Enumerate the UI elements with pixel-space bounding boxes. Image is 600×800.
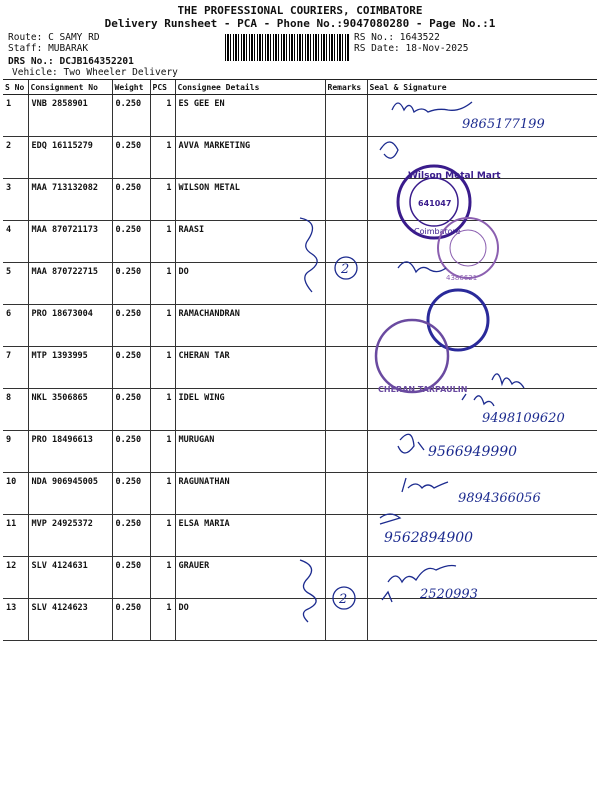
cell-consignee: RAMACHANDRAN [175,305,325,347]
table-row [3,347,597,389]
cell-remarks [325,95,367,137]
col-consignment: Consignment No [28,80,112,95]
cell-weight: 0.250 [112,137,150,179]
cell-consignee: CHERAN TAR [175,347,325,389]
cell-weight: 0.250 [112,179,150,221]
cell-remarks [325,557,367,599]
table-row [3,431,597,473]
cell-pcs: 1 [150,431,175,473]
cell-sno: 2 [3,137,28,179]
table-row [3,557,597,599]
cell-remarks [325,389,367,431]
cell-pcs: 1 [150,137,175,179]
cell-weight: 0.250 [112,515,150,557]
cell-sno: 13 [3,599,28,641]
rs-no-value: 1643522 [399,32,440,43]
cell-remarks [325,515,367,557]
cell-sno: 9 [3,431,28,473]
staff-field [8,43,88,54]
rs-no-label: RS No.: [354,32,395,43]
phone-row12: 2520993 [420,587,478,602]
cell-consignee: AVVA MARKETING [175,137,325,179]
cell-consignment: MAA 870721173 [28,221,112,263]
cell-consignment: MTP 1393995 [28,347,112,389]
cell-consignee: GRAUER [175,557,325,599]
cell-weight: 0.250 [112,305,150,347]
rs-no-field [354,32,440,43]
cell-remarks [325,473,367,515]
col-pcs: PCS [150,80,175,95]
phone-row10: 9894366056 [458,491,541,506]
raasi-stamp-number: 4386621 [446,274,478,282]
cell-sno: 10 [3,473,28,515]
cell-consignee: RAASI [175,221,325,263]
table-row [3,137,597,179]
staff-value: MUBARAK [48,43,89,54]
cell-sno: 11 [3,515,28,557]
drs-field [8,56,134,67]
cell-pcs: 1 [150,389,175,431]
table-row [3,473,597,515]
cell-pcs: 1 [150,179,175,221]
drs-label: DRS No.: [8,56,54,67]
cell-sno: 5 [3,263,28,305]
table-row [3,263,597,305]
cell-sno: 7 [3,347,28,389]
table-row [3,515,597,557]
rs-date-value: 18-Nov-2025 [405,43,469,54]
cell-remarks [325,431,367,473]
cell-seal [367,137,597,179]
cell-consignee: DO [175,263,325,305]
cell-pcs: 1 [150,599,175,641]
cell-consignment: NKL 3506865 [28,389,112,431]
col-consignee: Consignee Details [175,80,325,95]
cell-consignment: PRO 18496613 [28,431,112,473]
cell-consignment: SLV 4124631 [28,557,112,599]
vehicle-label: Vehicle: [12,67,58,78]
circled-two-a: 2 [341,262,350,277]
route-label: Route: [8,32,43,43]
phone-row1: 9865177199 [462,117,545,132]
table-row [3,389,597,431]
table-row [3,221,597,263]
rs-date-label: RS Date: [354,43,400,54]
cell-consignee: ELSA MARIA [175,515,325,557]
runsheet-table [3,79,597,641]
cell-weight: 0.250 [112,389,150,431]
cell-weight: 0.250 [112,431,150,473]
cell-seal [367,263,597,305]
cell-sno: 8 [3,389,28,431]
table-row [3,305,597,347]
cell-pcs: 1 [150,95,175,137]
col-remarks: Remarks [325,80,367,95]
cell-consignee: DO [175,599,325,641]
cell-seal [367,389,597,431]
phone-row11: 9562894900 [384,530,474,546]
cell-pcs: 1 [150,557,175,599]
cell-seal [367,557,597,599]
cell-consignment: PRO 18673004 [28,305,112,347]
cell-sno: 12 [3,557,28,599]
cell-seal [367,95,597,137]
cell-sno: 1 [3,95,28,137]
cell-consignment: SLV 4124623 [28,599,112,641]
cell-pcs: 1 [150,305,175,347]
cell-seal [367,515,597,557]
drs-value: DCJB164352201 [59,56,134,67]
cell-consignment: EDQ 16115279 [28,137,112,179]
cell-pcs: 1 [150,263,175,305]
circled-two-b: 2 [339,592,348,607]
col-seal: Seal & Signature [367,80,597,95]
route-field [8,32,100,43]
cell-consignment: MVP 24925372 [28,515,112,557]
vehicle-value: Two Wheeler Delivery [63,67,178,78]
cell-consignee: IDEL WING [175,389,325,431]
rs-date-field [354,43,468,54]
table-header-row [3,80,597,95]
cell-consignment: VNB 2858901 [28,95,112,137]
cell-remarks [325,263,367,305]
cell-seal [367,431,597,473]
cheran-stamp-text: CHERAN TARPAULIN [378,385,468,394]
cell-remarks [325,179,367,221]
cell-consignment: NDA 906945005 [28,473,112,515]
cell-consignment: MAA 870722715 [28,263,112,305]
page-title: THE PROFESSIONAL COURIERS, COIMBATORE [177,4,423,17]
cell-consignee: ES GEE EN [175,95,325,137]
cell-consignee: MURUGAN [175,431,325,473]
cell-remarks [325,137,367,179]
cell-pcs: 1 [150,347,175,389]
staff-label: Staff: [8,43,43,54]
cell-sno: 6 [3,305,28,347]
cell-weight: 0.250 [112,473,150,515]
cell-weight: 0.250 [112,557,150,599]
cell-weight: 0.250 [112,95,150,137]
page-subtitle: Delivery Runsheet - PCA - Phone No.:9047080280 - Page No.:1 [104,17,496,30]
cell-sno: 4 [3,221,28,263]
col-sno: S No [3,80,28,95]
cell-seal [367,221,597,263]
wilson-stamp-pin: 641047 [418,199,452,208]
route-value: C SAMY RD [48,32,100,43]
phone-row9: 9566949990 [428,444,518,460]
wilson-stamp-city: Coimbatore [414,227,461,236]
cell-consignee: RAGUNATHAN [175,473,325,515]
cell-weight: 0.250 [112,347,150,389]
cell-pcs: 1 [150,473,175,515]
cell-weight: 0.250 [112,263,150,305]
cell-remarks [325,599,367,641]
cell-weight: 0.250 [112,599,150,641]
cell-seal [367,179,597,221]
cell-consignee: WILSON METAL [175,179,325,221]
phone-row8: 9498109620 [482,411,565,426]
col-weight: Weight [112,80,150,95]
wilson-stamp-text: Wilson Metal Mart [408,171,501,181]
vehicle-field [12,67,178,78]
cell-seal [367,305,597,347]
cell-seal [367,473,597,515]
table-row [3,599,597,641]
cell-seal [367,599,597,641]
cell-seal [367,347,597,389]
cell-sno: 3 [3,179,28,221]
cell-remarks [325,221,367,263]
barcode [225,34,350,61]
cell-consignment: MAA 713132082 [28,179,112,221]
table-row [3,95,597,137]
cell-pcs: 1 [150,515,175,557]
cell-remarks [325,305,367,347]
table-row [3,179,597,221]
cell-remarks [325,347,367,389]
cell-pcs: 1 [150,221,175,263]
cell-weight: 0.250 [112,221,150,263]
